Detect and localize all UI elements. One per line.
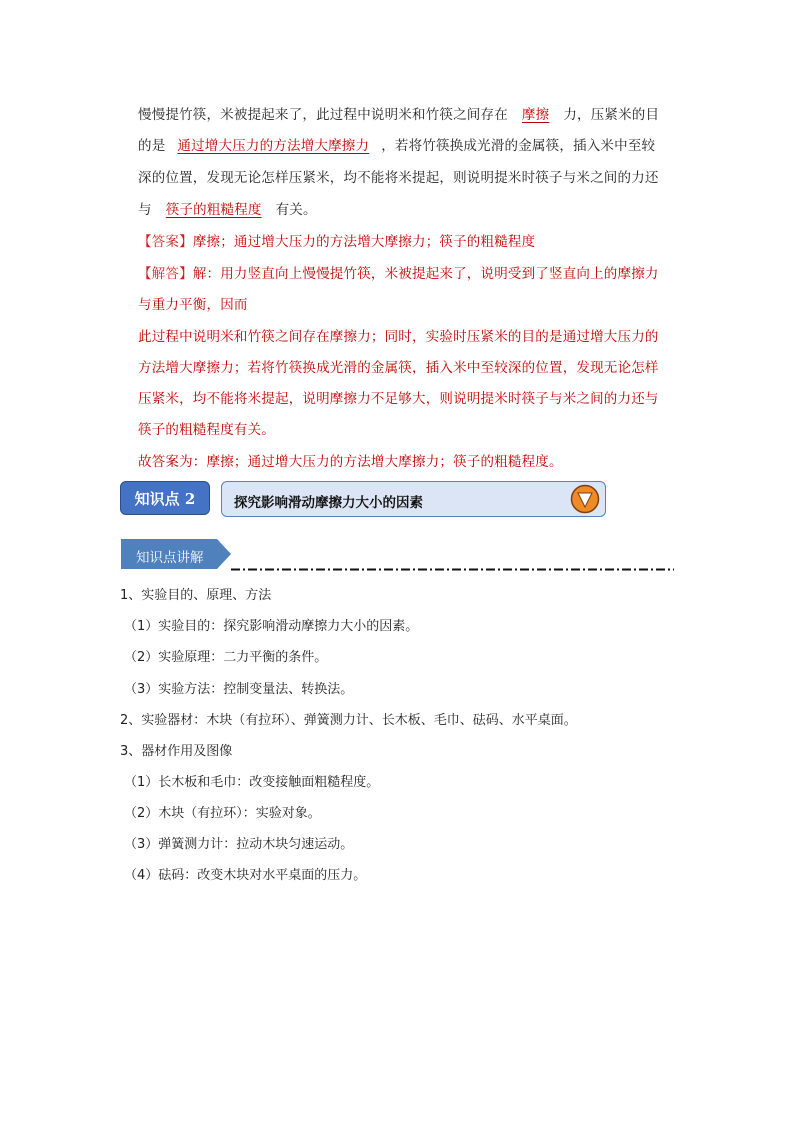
question-text: 有关。 xyxy=(275,202,317,218)
solution-label: 【解答】 xyxy=(138,266,193,282)
solution-text: 与重力平衡，因而 xyxy=(138,297,248,313)
question-text: 与 xyxy=(138,202,152,218)
content-item: （1）实验目的：探究影响滑动摩擦力大小的因素。 xyxy=(124,619,419,634)
content-item: （4）砝码：改变木块对水平桌面的压力。 xyxy=(124,868,367,883)
solution-text: 故答案为：摩擦；通过增大压力的方法增大摩擦力；筷子的粗糙程度。 xyxy=(138,454,563,470)
solution-text: 方法增大摩擦力；若将竹筷换成光滑的金属筷，插入米中至较深的位置，发现无论怎样 xyxy=(138,360,659,376)
answer-label: 【答案】 xyxy=(138,234,193,250)
content-item: （3）实验方法：控制变量法、转换法。 xyxy=(124,682,354,697)
knowledge-point-title-bar[interactable] xyxy=(221,481,606,517)
triangle-down-icon[interactable] xyxy=(570,484,600,514)
content-item: （2）木块（有拉环）：实验对象。 xyxy=(124,806,321,821)
question-line-4 xyxy=(138,198,317,218)
question-text: 深的位置，发现无论怎样压紧米，均不能将米提起，则说明提米时筷子与米之间的力还 xyxy=(138,170,659,186)
question-text: 慢慢提竹筷，米被提起来了，此过程中说明米和竹筷之间存在 xyxy=(138,107,508,123)
question-text: 力，压紧米的目 xyxy=(563,107,660,123)
solution-line-2 xyxy=(138,293,248,313)
content-item: （1）长木板和毛巾：改变接触面粗糙程度。 xyxy=(124,775,380,790)
question-line-3 xyxy=(138,166,659,186)
blank-answer-2: 通过增大压力的方法增大摩擦力 xyxy=(177,138,370,154)
content-heading-1: 1、实验目的、原理、方法 xyxy=(120,588,272,603)
solution-line-3 xyxy=(138,325,659,345)
solution-text: 此过程中说明米和竹筷之间存在摩擦力；同时，实验时压紧米的目的是通过增大压力的 xyxy=(138,329,659,345)
solution-line-4 xyxy=(138,356,659,376)
solution-line-1 xyxy=(138,262,659,282)
knowledge-point-badge-label: 知识点 2 xyxy=(134,489,196,508)
question-text: ，若将竹筷换成光滑的金属筷，插入米中至较 xyxy=(381,138,656,154)
blank-answer-3: 筷子的粗糙程度 xyxy=(165,202,262,218)
solution-line-6 xyxy=(138,418,275,438)
knowledge-point-title: 探究影响滑动摩擦力大小的因素 xyxy=(234,495,423,511)
solution-line-7 xyxy=(138,450,563,470)
knowledge-point-badge xyxy=(120,481,210,515)
question-line-1 xyxy=(138,103,659,123)
solution-text: 筷子的粗糙程度有关。 xyxy=(138,422,275,438)
blank-answer-1: 摩擦 xyxy=(521,107,550,123)
section-banner-label: 知识点讲解 xyxy=(136,550,204,566)
content-item: （2）实验原理：二力平衡的条件。 xyxy=(124,650,328,665)
content-item: （3）弹簧测力计：拉动木块匀速运动。 xyxy=(124,837,354,852)
answer-line xyxy=(138,230,535,250)
content-heading-3: 3、器材作用及图像 xyxy=(120,744,233,759)
question-text: 的是 xyxy=(138,138,166,154)
solution-text: 解：用力竖直向上慢慢提竹筷，米被提起来了，说明受到了竖直向上的摩擦力 xyxy=(192,266,659,282)
question-line-2 xyxy=(138,134,655,154)
solution-line-5 xyxy=(138,387,659,407)
answer-text: 摩擦；通过增大压力的方法增大摩擦力；筷子的粗糙程度 xyxy=(192,234,536,250)
content-heading-2: 2、实验器材：木块（有拉环）、弹簧测力计、长木板、毛巾、砝码、水平桌面。 xyxy=(120,713,577,728)
solution-text: 压紧米，均不能将米提起，说明摩擦力不足够大，则说明提米时筷子与米之间的力还与 xyxy=(138,391,659,407)
section-divider xyxy=(231,568,674,571)
